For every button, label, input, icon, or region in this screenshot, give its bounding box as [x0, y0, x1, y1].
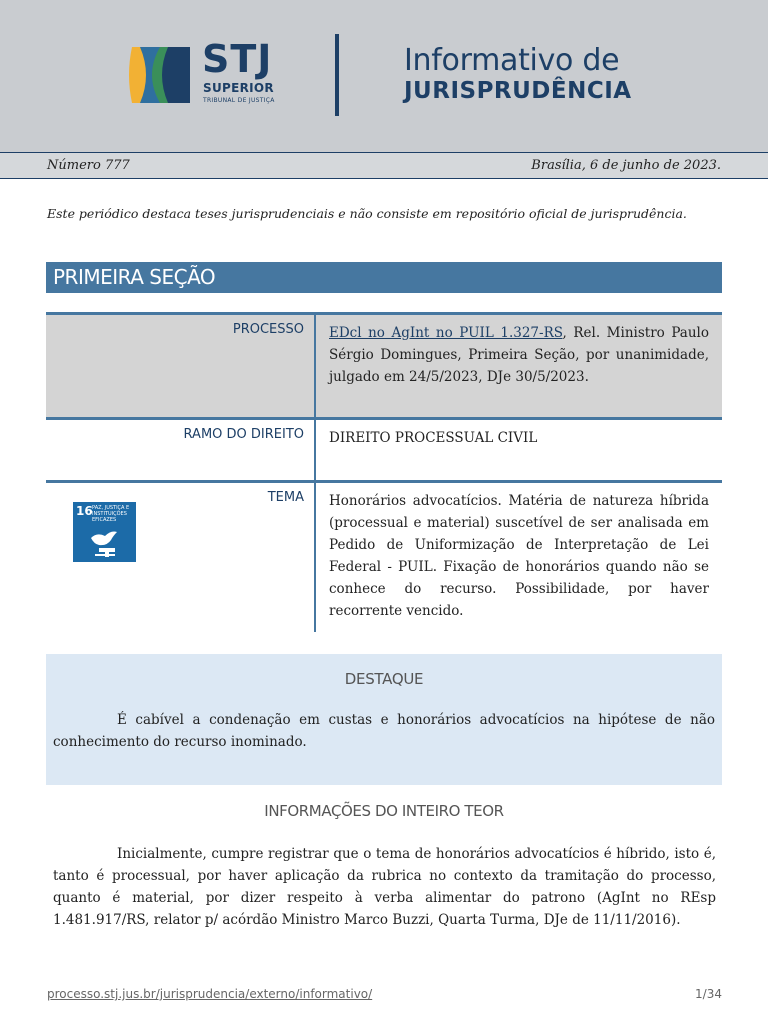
issue-meta-bar [0, 152, 768, 179]
tema-label: TEMA [267, 490, 304, 505]
issue-date: Brasília, 6 de junho de 2023. [531, 158, 721, 173]
ramo-label: RAMO DO DIREITO [183, 427, 304, 442]
sdg-label: PAZ, JUSTIÇA E INSTITUIÇÕES EFICAZES [92, 505, 130, 523]
publication-title-line2: JURISPRUDÊNCIA [404, 78, 632, 104]
row-ramo [46, 417, 722, 480]
column-divider [314, 315, 316, 417]
processo-value [329, 322, 709, 388]
issue-number: Número 777 [47, 158, 130, 173]
tema-value: Honorários advocatícios. Matéria de natureza híbrida (processual e material) suscetível de ser analisada em Pedido de Uniformização de Interpretação de Lei Federal - PUIL. Fixação de honorários quando não se conhece do recurso. Possibilidade, por haver recorrente vencido. [329, 493, 709, 619]
row-processo [46, 312, 722, 417]
logo-subname: TRIBUNAL DE JUSTIÇA [203, 97, 275, 104]
section-title: PRIMEIRA SEÇÃO [53, 265, 216, 289]
section-header [46, 262, 722, 293]
header-band [0, 0, 768, 152]
inteiro-teor-text: Inicialmente, cumpre registrar que o tema de honorários advocatícios é híbrido, isto é, tanto é processual, por haver aplicação da rubrica no contexto da tramitação do processo, quanto é material, por dizer respeito à verba alimentar do patrono (AgInt no REsp 1.481.917/RS, relator p/ acórdão Ministro Marco Buzzi, Quarta Turma, DJe de 11/11/2016). [53, 846, 716, 928]
sdg-16-badge [73, 502, 136, 562]
dove-gavel-icon [87, 526, 123, 558]
page-number: 1/34 [695, 987, 722, 1001]
footer-url-link[interactable]: processo.stj.jus.br/jurisprudencia/externo/informativo/ [47, 987, 373, 1001]
logo-name: SUPERIOR [203, 81, 274, 95]
destaque-title: DESTAQUE [344, 670, 424, 688]
stj-logo-mark-icon [126, 45, 190, 105]
header-divider [335, 34, 339, 116]
ramo-value: DIREITO PROCESSUAL CIVIL [329, 430, 538, 446]
processo-link[interactable]: EDcl no AgInt no PUIL 1.327-RS [329, 325, 563, 341]
processo-label: PROCESSO [232, 322, 304, 337]
case-info-table [46, 312, 722, 632]
publication-title-line1: Informativo de [404, 43, 620, 78]
row-tema [46, 480, 722, 632]
column-divider [314, 420, 316, 480]
destaque-box [46, 654, 722, 785]
destaque-text: É cabível a condenação em custas e honorários advocatícios na hipótese de não conhecimento do recurso inominado. [53, 712, 715, 750]
sdg-number: 16 [76, 504, 93, 518]
disclaimer: Este periódico destaca teses jurisprudenciais e não consiste em repositório oficial de jurisprudência. [47, 206, 687, 221]
logo-acronym: STJ [202, 37, 273, 81]
stj-logo [126, 37, 276, 109]
inteiro-teor-title: INFORMAÇÕES DO INTEIRO TEOR [264, 802, 504, 820]
processo-details: , Rel. Ministro Paulo Sérgio Domingues, Primeira Seção, por unanimidade, julgado em 24/5/2023, DJe 30/5/2023. [329, 325, 709, 385]
column-divider [314, 483, 316, 632]
